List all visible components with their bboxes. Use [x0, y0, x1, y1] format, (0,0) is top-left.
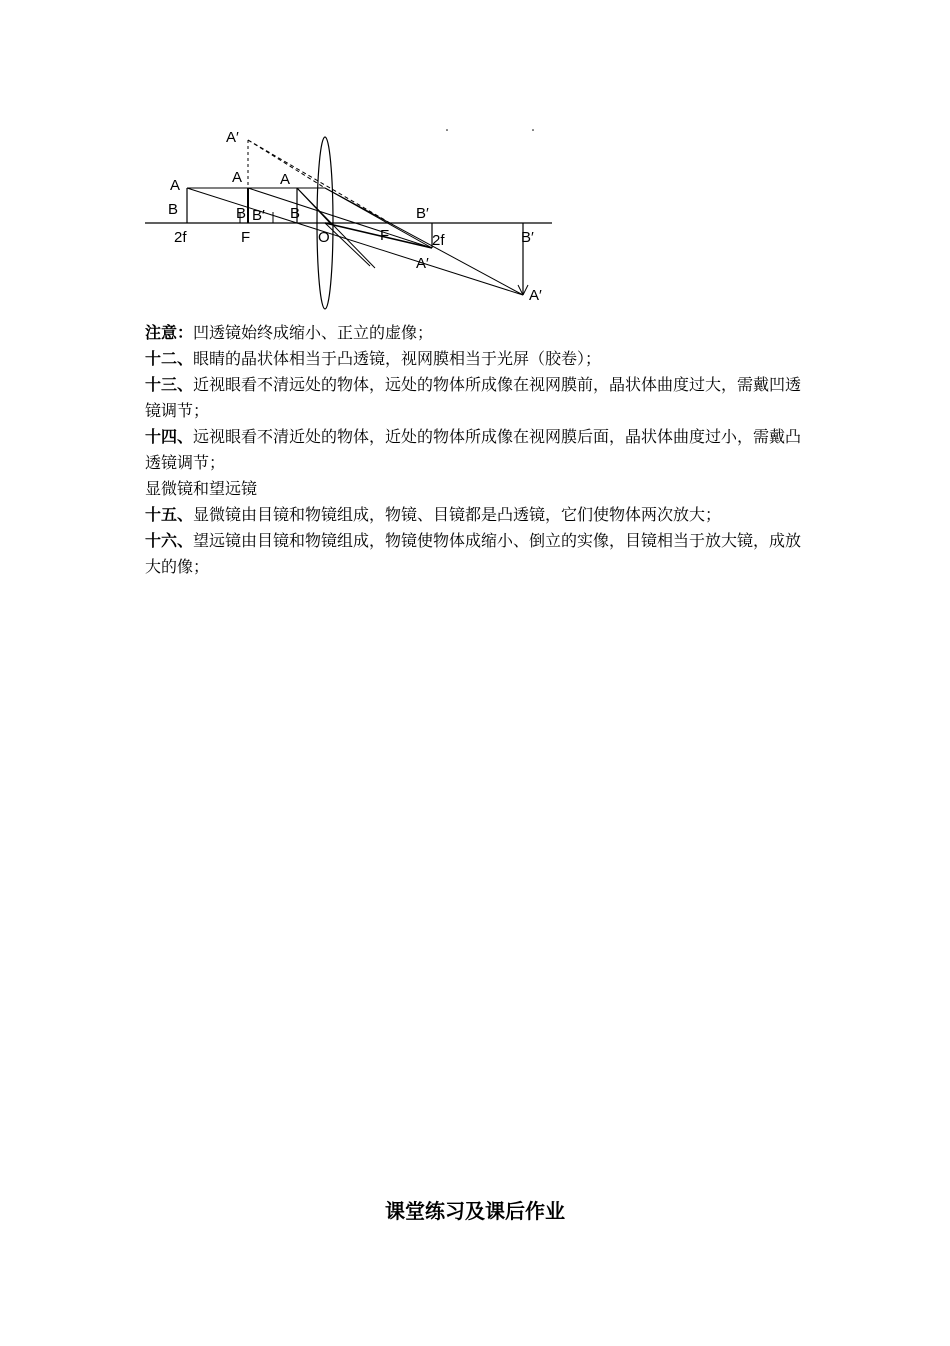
label-a-prime-far: A′ — [529, 287, 542, 304]
subheading-microscope-telescope — [145, 476, 810, 502]
label-f-left: F — [241, 229, 251, 246]
label-a-left: A — [170, 177, 181, 194]
lens-ray-diagram — [140, 120, 570, 310]
mark-dot-2 — [532, 129, 534, 131]
note-text: 凹透镜始终成缩小、正立的虚像； — [193, 323, 434, 342]
section-title: 课堂练习及课后作业 — [385, 1199, 565, 1223]
label-b-prime-far: B′ — [521, 229, 534, 246]
item-14-text: 远视眼看不清近处的物体，近处的物体所成像在视网膜后面，晶状体曲度过小，需戴凸透镜调节； — [145, 427, 802, 472]
item-16 — [145, 528, 810, 580]
label-b-right: B — [290, 205, 301, 222]
item-13-text: 近视眼看不清远处的物体，远处的物体所成像在视网膜前，晶状体曲度过大，需戴凹透镜调节； — [145, 375, 802, 420]
item-12-text: 眼睛的晶状体相当于凸透镜，视网膜相当于光屏（胶卷）； — [193, 349, 602, 368]
label-2f-left: 2f — [174, 229, 187, 246]
label-b-prime-right: B′ — [416, 205, 429, 222]
ray-near-2 — [297, 188, 375, 268]
label-o: O — [318, 229, 330, 246]
note-lead: 注意： — [145, 323, 194, 342]
label-a-right: A — [280, 171, 291, 188]
label-b-mid: B — [236, 205, 247, 222]
item-15-text: 显微镜由目镜和物镜组成，物镜、目镜都是凸透镜，它们使物体两次放大； — [193, 505, 722, 524]
item-14 — [145, 424, 810, 476]
item-12-lead: 十二、 — [145, 349, 194, 368]
label-2f-right: 2f — [432, 232, 445, 249]
notes-section — [145, 320, 810, 580]
label-a-prime-mid: A′ — [416, 255, 429, 272]
item-14-lead: 十四、 — [145, 427, 194, 446]
image-arrowhead-far-2 — [523, 285, 528, 295]
label-f-right: F — [380, 227, 390, 244]
subheading-text: 显微镜和望远镜 — [145, 479, 258, 498]
note-paragraph — [145, 320, 810, 346]
label-a-prime-top: A′ — [226, 129, 239, 146]
ray-center-mid — [248, 188, 432, 248]
item-16-text: 望远镜由目镜和物镜组成，物镜使物体成缩小、倒立的实像，目镜相当于放大镜，成放大的像； — [145, 531, 802, 576]
label-b-prime-mid: B′ — [252, 207, 265, 224]
item-16-lead: 十六、 — [145, 531, 194, 550]
label-a-mid: A — [232, 169, 243, 186]
label-b-left: B — [168, 201, 179, 218]
item-13-lead: 十三、 — [145, 375, 194, 394]
item-15-lead: 十五、 — [145, 505, 194, 524]
item-13 — [145, 372, 810, 424]
item-15 — [145, 502, 810, 528]
item-12 — [145, 346, 810, 372]
mark-dot-1 — [446, 129, 448, 131]
ray-to-f — [325, 223, 432, 248]
